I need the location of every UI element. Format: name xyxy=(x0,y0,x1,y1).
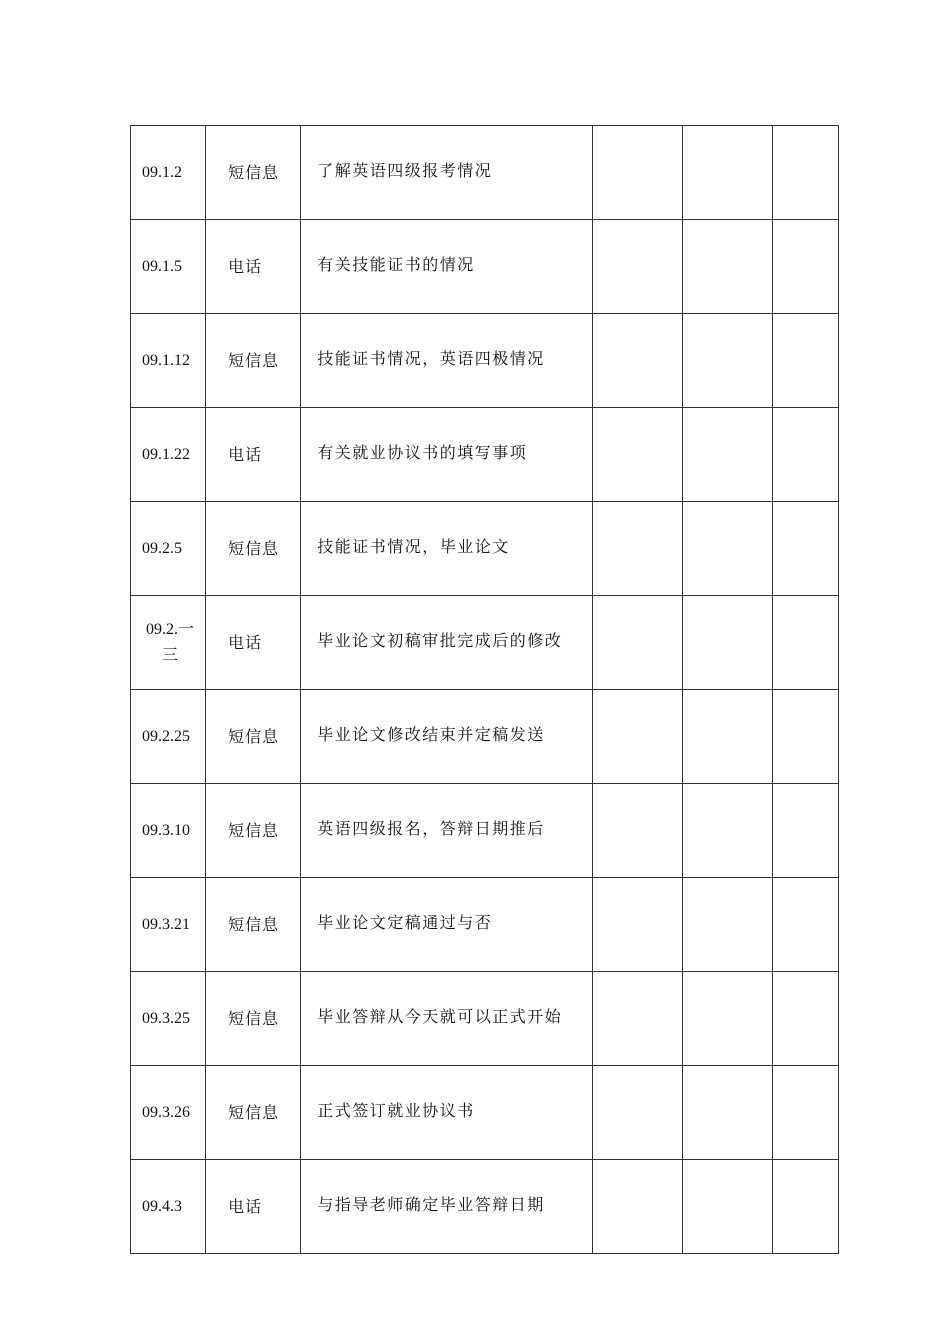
empty-cell xyxy=(772,314,838,408)
empty-cell xyxy=(592,314,682,408)
empty-cell xyxy=(772,1066,838,1160)
content-cell: 有关就业协议书的填写事项 xyxy=(301,408,592,502)
empty-cell xyxy=(772,1160,838,1254)
empty-cell xyxy=(592,972,682,1066)
empty-cell xyxy=(592,784,682,878)
table-row xyxy=(131,784,839,878)
empty-cell xyxy=(682,1066,772,1160)
content-cell: 技能证书情况，英语四极情况 xyxy=(301,314,592,408)
date-cell: 09.1.2 xyxy=(131,126,206,220)
empty-cell xyxy=(772,126,838,220)
table-row xyxy=(131,596,839,690)
method-cell: 电话 xyxy=(206,1160,301,1254)
method-cell: 短信息 xyxy=(206,690,301,784)
empty-cell xyxy=(682,126,772,220)
empty-cell xyxy=(682,784,772,878)
table-row xyxy=(131,690,839,784)
method-cell: 短信息 xyxy=(206,126,301,220)
content-cell: 有关技能证书的情况 xyxy=(301,220,592,314)
table-row xyxy=(131,126,839,220)
table-row xyxy=(131,1160,839,1254)
date-cell: 09.3.26 xyxy=(131,1066,206,1160)
empty-cell xyxy=(682,408,772,502)
empty-cell xyxy=(682,220,772,314)
table-row xyxy=(131,878,839,972)
empty-cell xyxy=(682,596,772,690)
empty-cell xyxy=(772,690,838,784)
empty-cell xyxy=(592,878,682,972)
empty-cell xyxy=(682,972,772,1066)
empty-cell xyxy=(772,972,838,1066)
date-cell: 09.4.3 xyxy=(131,1160,206,1254)
date-cell: 09.1.12 xyxy=(131,314,206,408)
table-row xyxy=(131,220,839,314)
content-cell: 毕业论文修改结束并定稿发送 xyxy=(301,690,592,784)
empty-cell xyxy=(592,690,682,784)
empty-cell xyxy=(772,408,838,502)
content-cell: 毕业论文初稿审批完成后的修改 xyxy=(301,596,592,690)
empty-cell xyxy=(592,1066,682,1160)
date-cell: 09.3.21 xyxy=(131,878,206,972)
empty-cell xyxy=(592,1160,682,1254)
table-row xyxy=(131,1066,839,1160)
empty-cell xyxy=(592,220,682,314)
empty-cell xyxy=(772,878,838,972)
date-cell: 09.3.10 xyxy=(131,784,206,878)
method-cell: 电话 xyxy=(206,596,301,690)
content-cell: 正式签订就业协议书 xyxy=(301,1066,592,1160)
empty-cell xyxy=(772,784,838,878)
empty-cell xyxy=(592,408,682,502)
content-cell: 了解英语四级报考情况 xyxy=(301,126,592,220)
method-cell: 短信息 xyxy=(206,1066,301,1160)
empty-cell xyxy=(682,878,772,972)
method-cell: 短信息 xyxy=(206,784,301,878)
content-cell: 技能证书情况，毕业论文 xyxy=(301,502,592,596)
method-cell: 短信息 xyxy=(206,972,301,1066)
method-cell: 短信息 xyxy=(206,878,301,972)
contact-record-table xyxy=(130,125,839,1254)
content-cell: 毕业答辩从今天就可以正式开始 xyxy=(301,972,592,1066)
table-row xyxy=(131,408,839,502)
empty-cell xyxy=(682,690,772,784)
empty-cell xyxy=(682,314,772,408)
method-cell: 电话 xyxy=(206,220,301,314)
empty-cell xyxy=(682,502,772,596)
empty-cell xyxy=(772,220,838,314)
table-row xyxy=(131,502,839,596)
content-cell: 与指导老师确定毕业答辩日期 xyxy=(301,1160,592,1254)
method-cell: 短信息 xyxy=(206,314,301,408)
date-cell: 09.1.5 xyxy=(131,220,206,314)
content-cell: 英语四级报名，答辩日期推后 xyxy=(301,784,592,878)
table-row xyxy=(131,314,839,408)
date-cell: 09.2.一三 xyxy=(131,596,206,690)
method-cell: 电话 xyxy=(206,408,301,502)
date-cell: 09.1.22 xyxy=(131,408,206,502)
method-cell: 短信息 xyxy=(206,502,301,596)
empty-cell xyxy=(772,596,838,690)
content-cell: 毕业论文定稿通过与否 xyxy=(301,878,592,972)
empty-cell xyxy=(592,502,682,596)
date-cell: 09.2.5 xyxy=(131,502,206,596)
table-row xyxy=(131,972,839,1066)
empty-cell xyxy=(592,596,682,690)
empty-cell xyxy=(682,1160,772,1254)
date-cell: 09.3.25 xyxy=(131,972,206,1066)
empty-cell xyxy=(592,126,682,220)
date-cell: 09.2.25 xyxy=(131,690,206,784)
empty-cell xyxy=(772,502,838,596)
